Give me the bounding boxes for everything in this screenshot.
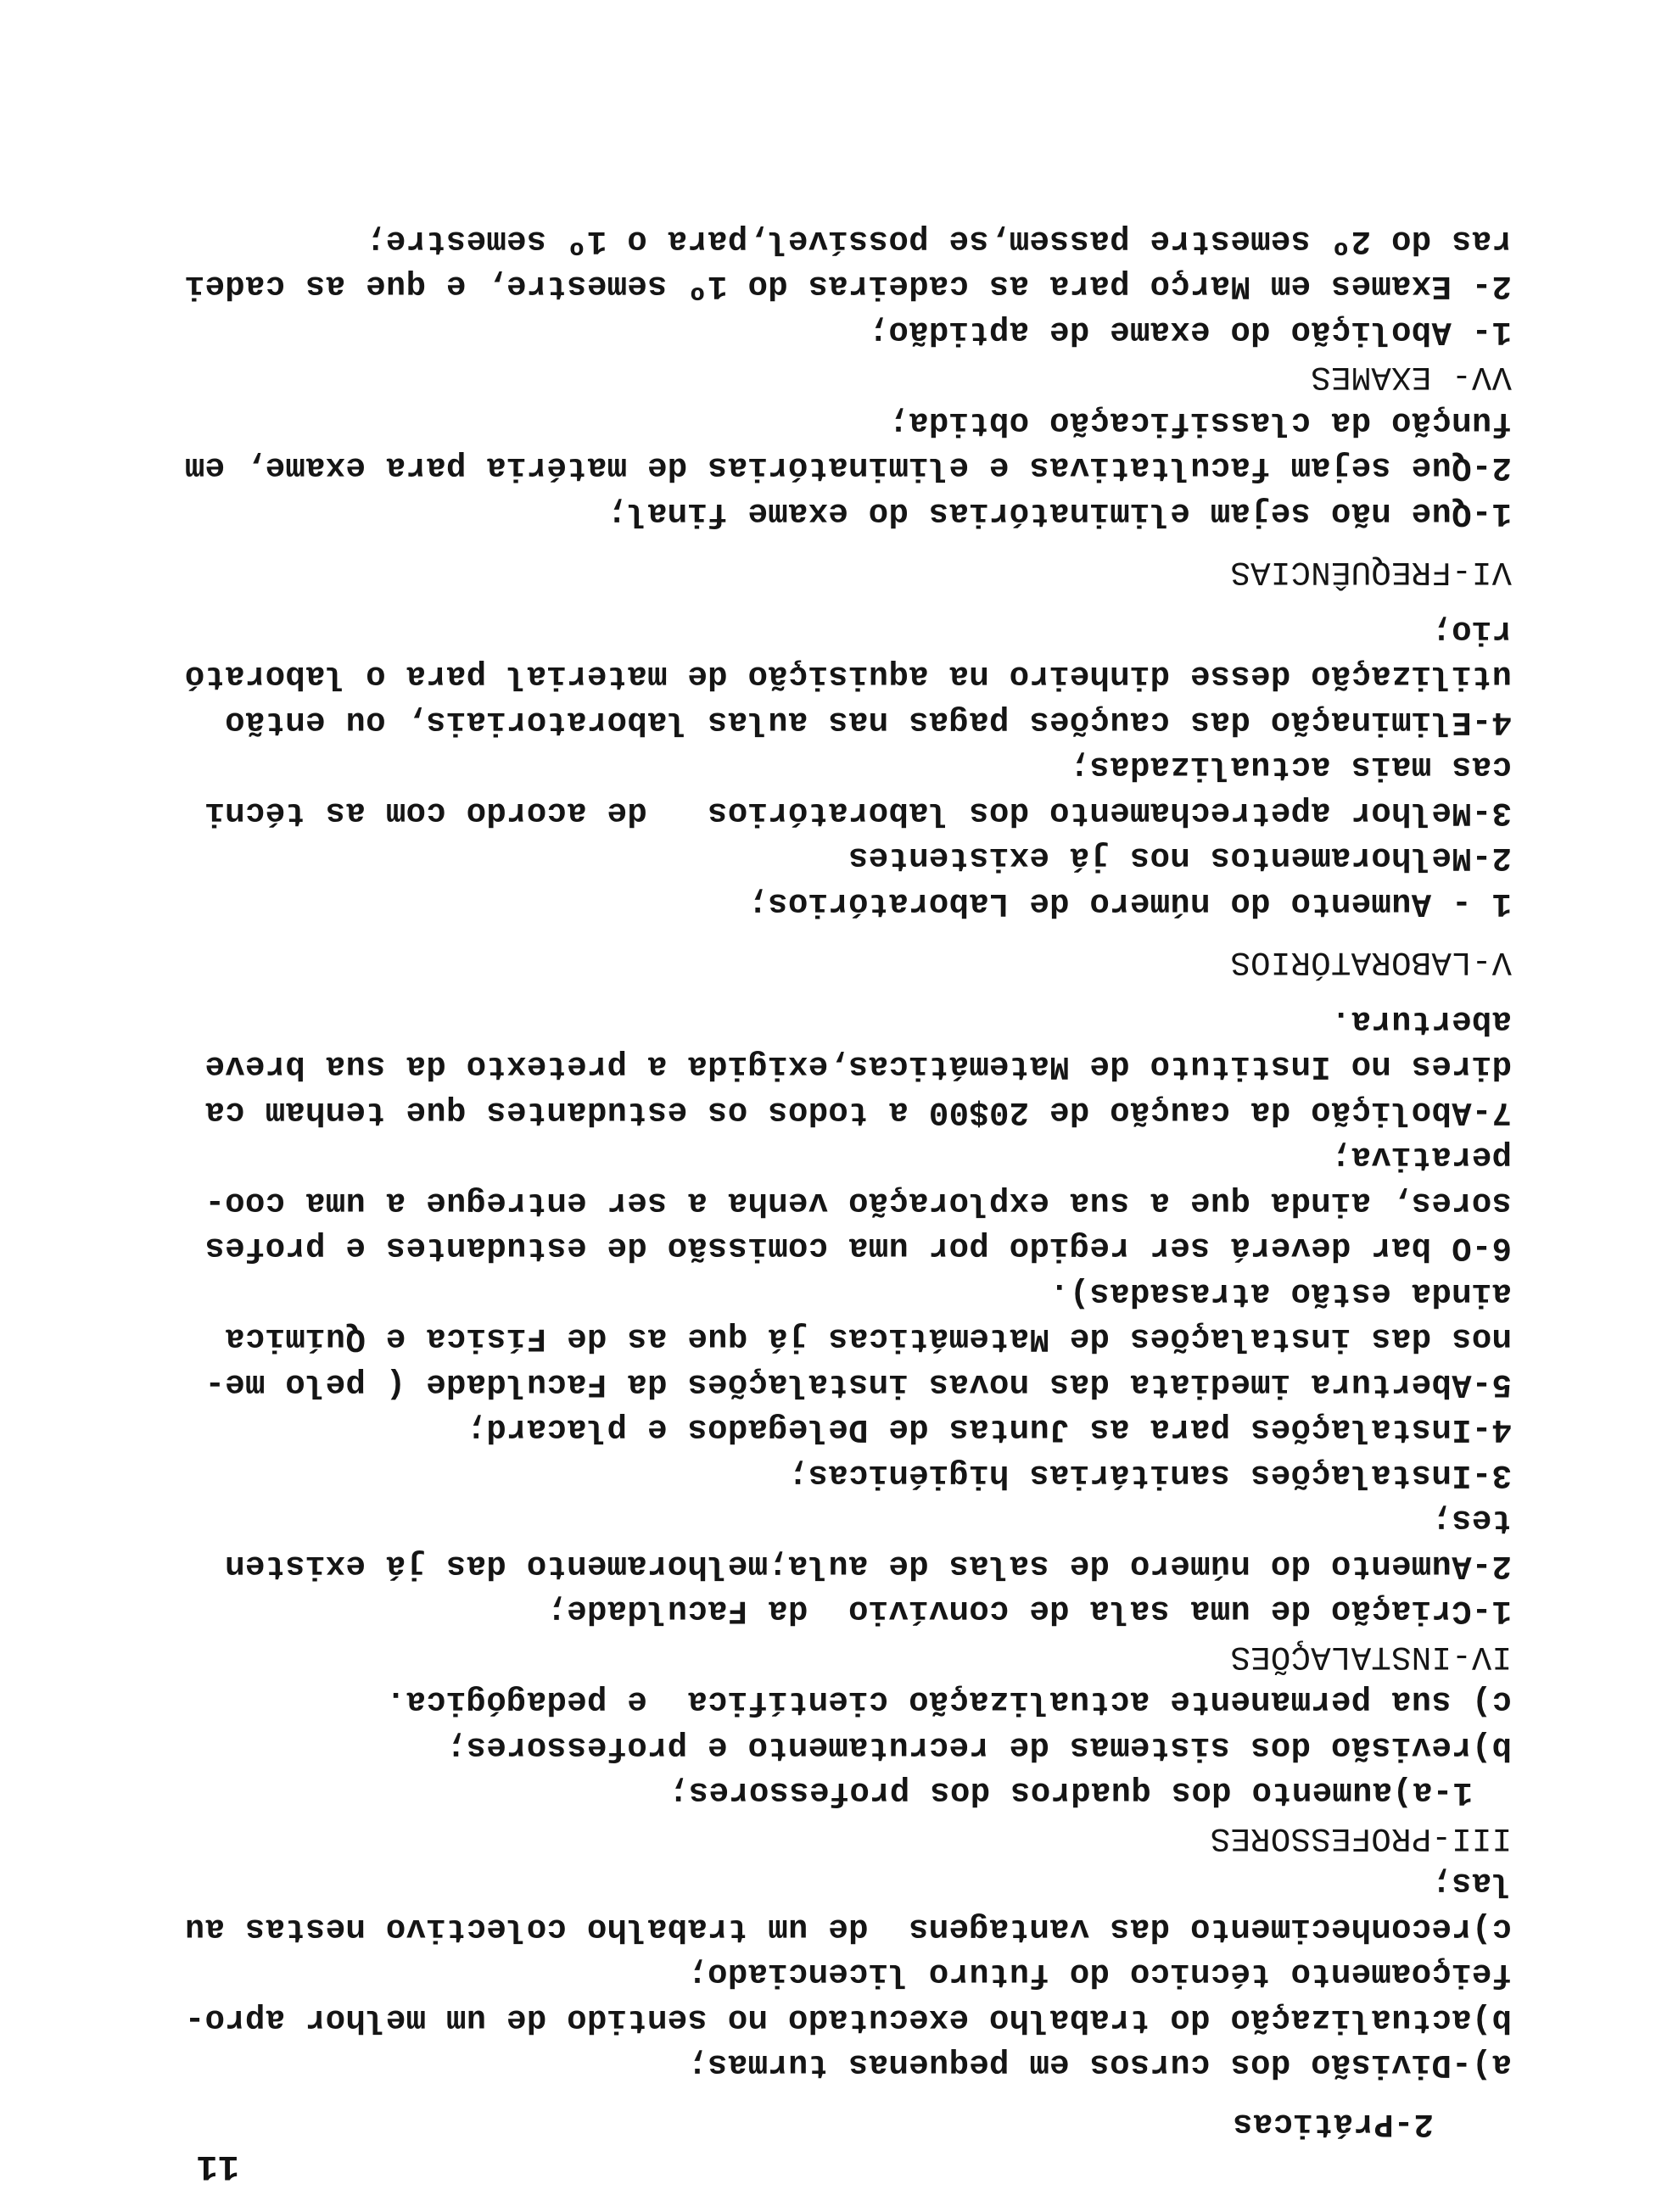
text-line: las;	[1431, 1864, 1512, 1902]
text-line: abertura.	[1330, 1003, 1512, 1040]
section-heading-frequencias: VI-FREQUÊNCIAS	[1230, 553, 1512, 591]
text-line: dires no Instituto de Matemáticas,exigida a pretexto da sua breve	[204, 1047, 1512, 1086]
text-line: b)actualização do trabalho executado no sentido de um melhor apro-	[184, 2001, 1512, 2038]
page-number: 11	[196, 2146, 239, 2187]
text-line: 1 - Aumento do número de Laboratórios;	[747, 885, 1512, 922]
text-line: c) sua permanente actualização científica e pedagógica.	[385, 1683, 1512, 1721]
text-line: 7-Abolição da caução de 20$00 a todos os estudantes que tenham ca	[204, 1093, 1512, 1131]
text-line: 2-Melhoramentos nos já existentes	[848, 839, 1512, 877]
text-line: rio;	[1431, 612, 1512, 650]
text-line: 1-a)aumento dos quadros dos professores;	[668, 1774, 1473, 1812]
text-line: 5-Abertura imediata das novas instalações da Faculdade ( pelo me-	[204, 1366, 1512, 1403]
text-line: 1-Criação de uma sala de convívio da Faculdade;	[546, 1592, 1512, 1630]
section-heading-exames: VV- EXAMES	[1310, 358, 1512, 396]
text-line: 3-Melhor apetrechamento dos laboratórios de acordo com as técni	[204, 794, 1512, 831]
text-line: nos das instalações de Matemáticas já que as de Física e Química	[224, 1320, 1512, 1358]
section-heading-instalacoes: IV-INSTALAÇÕES	[1230, 1638, 1512, 1675]
document-body	[137, 218, 1512, 2147]
text-line: 1-Que não sejam eliminatórias do exame final;	[607, 494, 1512, 532]
text-line: 6-O bar deverá ser regido por uma comissão de estudantes e profes	[204, 1229, 1512, 1267]
text-line: 3-Instalações sanitárias higiénicas;	[787, 1456, 1512, 1494]
section-heading-laboratorios: V-LABORATÓRIOS	[1230, 943, 1512, 981]
text-line: ainda estão atrasadas).	[1049, 1275, 1512, 1312]
text-line: b)revisão dos sistemas de recrutamento e professores;	[445, 1729, 1512, 1766]
text-line: a)-Divisão dos cursos em pequenas turmas;	[687, 2046, 1512, 2084]
text-line: sores, ainda que a sua exploração venha a ser entregue a uma coo-	[204, 1184, 1512, 1221]
text-line: tes;	[1431, 1501, 1512, 1539]
subsection-heading-praticas: 2-Práticas	[1232, 2105, 1434, 2142]
section-heading-professores: III-PROFESSORES	[1210, 1819, 1512, 1857]
text-line: ras do 2º semestre passem,se possível,para o 1º semestre;	[365, 222, 1512, 260]
text-line: 1- Abolição do exame de aptidão;	[868, 313, 1512, 350]
text-line: cas mais actualizadas;	[1069, 748, 1512, 786]
text-line: feiçoamento técnico do futuro licenciado;	[687, 1955, 1512, 1993]
text-line: 2- Exames em Março para as cadeiras do 1º semestre, e que as cadei	[184, 267, 1512, 305]
text-line: perativa;	[1330, 1138, 1512, 1176]
text-line: 4-Eliminação das cauções pagas nas aulas laboratoriais, ou então	[224, 703, 1512, 740]
text-line: utilização desse dinheiro na aquisição de material para o laborató	[184, 657, 1512, 695]
text-line: 2-Que sejam facultativas e eliminatórias de matéria para exame, em	[184, 449, 1512, 487]
text-line: função da classificação obtida;	[888, 404, 1512, 441]
text-line: 2-Aumento do número de salas de aula;melhoramento das já existen	[224, 1547, 1512, 1584]
text-line: c)reconhecimento das vantagens de um trabalho colectivo nestas au	[184, 1910, 1512, 1947]
text-line: 4-Instalações para as Juntas de Delegados e placard;	[466, 1410, 1512, 1449]
